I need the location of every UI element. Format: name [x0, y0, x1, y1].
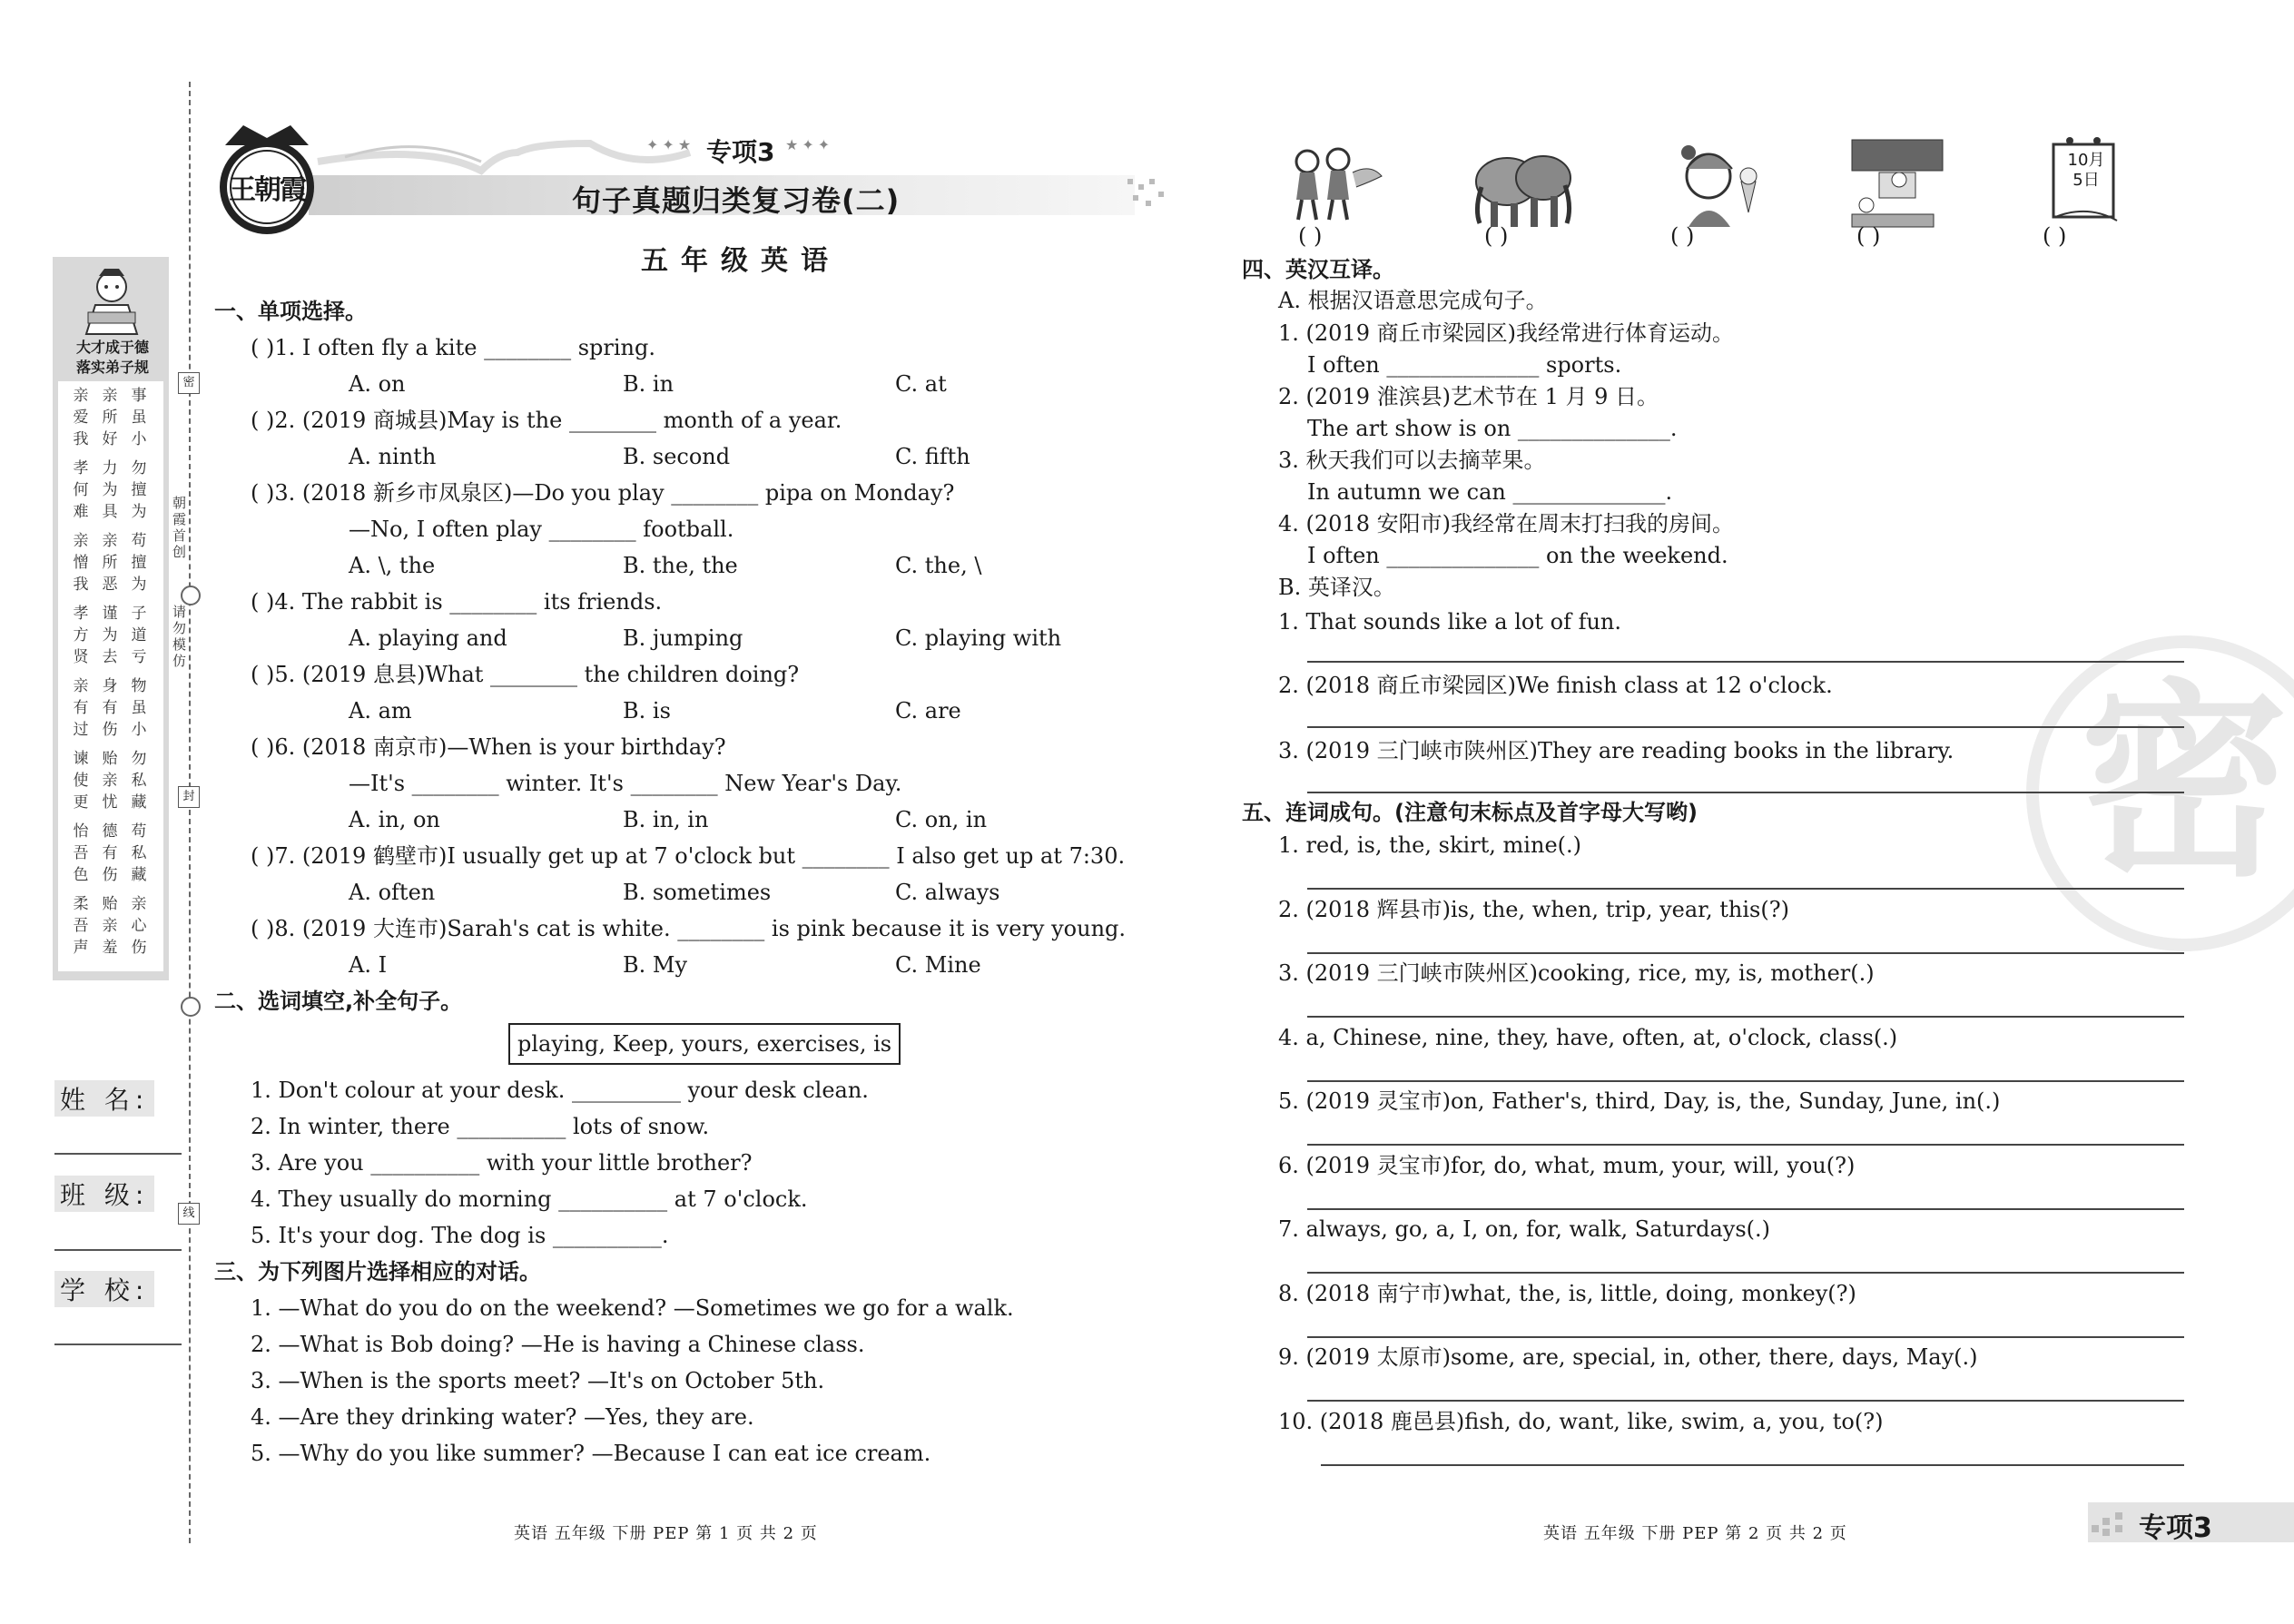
s2-item5: 5. It's your dog. The dog is __________. — [251, 1223, 669, 1248]
page-title: 句子真题归类复习卷(二) — [572, 183, 901, 218]
s5-item: 8. (2018 南宁市)what, the, is, little, doing, monkey(?) — [1278, 1280, 1856, 1306]
s5-answer-line[interactable] — [1307, 1080, 2184, 1082]
pic4-answer-blank[interactable]: ( ) — [1856, 223, 1881, 249]
s1-q6-b[interactable]: B. in, in — [623, 807, 709, 832]
word-bank-box: playing, Keep, yours, exercises, is — [508, 1023, 901, 1065]
vertical-note-2: 请勿模仿 — [172, 604, 187, 669]
s5-answer-line[interactable] — [1307, 1400, 2184, 1402]
motto-column: 事虽小 — [131, 387, 147, 448]
s5-item: 5. (2019 灵宝市)on, Father's, third, Day, is, the, Sunday, June, in(.) — [1278, 1088, 2001, 1114]
s5-answer-line[interactable] — [1307, 1272, 2184, 1274]
motto-column: 勿私藏 — [131, 750, 147, 812]
s1-q3: ( )3. (2018 新乡市凤泉区)—Do you play ________ pipa on Monday? — [251, 480, 955, 506]
motto-column: 贻亲忧 — [102, 750, 118, 812]
s2-item2: 2. In winter, there __________ lots of snow. — [251, 1114, 710, 1139]
classroom-icon — [1843, 136, 1947, 231]
s4a-item3-zh: 3. 秋天我们可以去摘苹果。 — [1278, 448, 1546, 473]
motto-column: 力为具 — [102, 459, 118, 521]
corner-series-label: 专项3 — [2139, 1512, 2212, 1544]
s4b-item1: 1. That sounds like a lot of fun. — [1278, 609, 1622, 635]
s1-q3-b[interactable]: B. the, the — [623, 553, 738, 578]
s2-item4: 4. They usually do morning __________ at 7 o'clock. — [251, 1186, 808, 1212]
footer-page2: 英语 五年级 下册 PEP 第 2 页 共 2 页 — [1543, 1524, 1847, 1543]
name-field[interactable] — [54, 1153, 182, 1155]
section3-heading: 三、为下列图片选择相应的对话。 — [214, 1259, 541, 1284]
s1-q4-a[interactable]: A. playing and — [349, 625, 507, 651]
motto-column: 贻亲羞 — [102, 895, 118, 957]
s3-item5: 5. —Why do you like summer? —Because I can eat ice cream. — [251, 1441, 931, 1466]
s1-q1-a[interactable]: A. on — [349, 371, 406, 397]
s4-partA-heading: A. 根据汉语意思完成句子。 — [1278, 288, 1548, 313]
page-subtitle: 五年级英语 — [641, 245, 841, 277]
series-label: 专项3 — [706, 137, 775, 167]
motto-column: 物虽小 — [131, 677, 147, 739]
calendar-date-text: 10月 5日 — [2067, 151, 2105, 190]
class-field[interactable] — [54, 1249, 182, 1251]
s5-answer-line[interactable] — [1321, 1464, 2184, 1466]
pic2-answer-blank[interactable]: ( ) — [1484, 223, 1509, 249]
kids-walking-icon — [1280, 136, 1384, 231]
s1-q3-c[interactable]: C. the, \ — [895, 553, 982, 578]
motto-column: 勿擅为 — [131, 459, 147, 521]
s1-q6-line2: —It's ________ winter. It's ________ New Year's Day. — [349, 771, 902, 796]
s1-q2-b[interactable]: B. second — [623, 444, 731, 469]
motto-column: 亲所好 — [102, 387, 118, 448]
motto-column: 孝方贤 — [73, 605, 89, 666]
s5-item: 10. (2018 鹿邑县)fish, do, want, like, swim, a, you, to(?) — [1278, 1408, 1884, 1434]
s5-item: 2. (2018 辉县市)is, the, when, trip, year, this(?) — [1278, 896, 1789, 922]
elephants-icon — [1471, 136, 1575, 231]
s4b-item3: 3. (2019 三门峡市陕州区)They are reading books in the library. — [1278, 738, 1954, 763]
pic5-answer-blank[interactable]: ( ) — [2043, 223, 2067, 249]
section2-heading: 二、选词填空,补全句子。 — [214, 989, 463, 1014]
s5-answer-line[interactable] — [1307, 952, 2184, 954]
s4a-item4-en: I often ______________ on the weekend. — [1307, 543, 1728, 568]
s1-q5-c[interactable]: C. are — [895, 698, 961, 723]
section4-heading: 四、英汉互译。 — [1242, 257, 1394, 282]
vertical-note-1: 朝霞首创 — [172, 495, 187, 560]
pic1-answer-blank[interactable]: ( ) — [1298, 223, 1323, 249]
motto-column: 亲爱我 — [73, 387, 89, 448]
s5-answer-line[interactable] — [1307, 1208, 2184, 1210]
stars-left: ✦✦★ — [646, 136, 695, 153]
pic3-answer-blank[interactable]: ( ) — [1670, 223, 1695, 249]
motto-column: 孝何难 — [73, 459, 89, 521]
s5-item: 3. (2019 三门峡市陕州区)cooking, rice, my, is, mother(.) — [1278, 960, 1875, 986]
cut-mark-xian: 线 — [178, 1203, 200, 1225]
motto-column: 德有伤 — [102, 822, 118, 884]
s1-q1-b[interactable]: B. in — [623, 371, 674, 397]
s5-answer-line[interactable] — [1307, 1336, 2184, 1338]
s1-q6-c[interactable]: C. on, in — [895, 807, 988, 832]
motto-column: 亲心伤 — [131, 895, 147, 957]
s1-q1-c[interactable]: C. at — [895, 371, 947, 397]
motto-title-1: 大才成于德 — [75, 339, 149, 356]
s5-answer-line[interactable] — [1307, 1016, 2184, 1018]
s4a-item2-en: The art show is on ______________. — [1307, 416, 1678, 441]
s5-answer-line[interactable] — [1307, 1144, 2184, 1146]
s2-item1: 1. Don't colour at your desk. __________ your desk clean. — [251, 1078, 869, 1103]
s4b-answer-line-2[interactable] — [1307, 726, 2184, 728]
s5-item: 7. always, go, a, I, on, for, walk, Saturdays(.) — [1278, 1216, 1771, 1242]
s4a-item2-zh: 2. (2019 淮滨县)艺术节在 1 月 9 日。 — [1278, 384, 1659, 409]
title-bar-pattern — [1126, 175, 1171, 215]
motto-column: 谏使更 — [73, 750, 89, 812]
motto-column: 亲有过 — [73, 677, 89, 739]
motto-column: 身有伤 — [102, 677, 118, 739]
s4a-item1-en: I often ______________ sports. — [1307, 352, 1622, 378]
s4b-item2: 2. (2018 商丘市梁园区)We finish class at 12 o'clock. — [1278, 673, 1833, 698]
s1-q1: ( )1. I often fly a kite ________ spring. — [251, 335, 655, 360]
watermark-text: 密 — [2079, 663, 2289, 905]
binding-dashed-line — [189, 82, 191, 1543]
class-label: 班 级: — [54, 1176, 154, 1212]
corner-tab-pattern — [2090, 1509, 2135, 1538]
s1-q5: ( )5. (2019 息县)What ________ the children doing? — [251, 662, 800, 687]
motto-column: 苟擅为 — [131, 532, 147, 594]
s1-q7-a[interactable]: A. often — [349, 880, 436, 905]
motto-column: 子道亏 — [131, 605, 147, 666]
s1-q7-b[interactable]: B. sometimes — [623, 880, 772, 905]
motto-column: 亲所恶 — [102, 532, 118, 594]
s2-item3: 3. Are you __________ with your little brother? — [251, 1150, 753, 1176]
binding-hole — [181, 997, 201, 1017]
s1-q2: ( )2. (2019 商城县)May is the ________ month of a year. — [251, 408, 842, 433]
s3-item1: 1. —What do you do on the weekend? —Sometimes we go for a walk. — [251, 1295, 1014, 1321]
s1-q4-c[interactable]: C. playing with — [895, 625, 1062, 651]
s1-q3-a[interactable]: A. \, the — [349, 553, 436, 578]
s4b-answer-line-3[interactable] — [1307, 792, 2184, 793]
motto-title-2: 落实弟子规 — [75, 359, 149, 376]
s3-item4: 4. —Are they drinking water? —Yes, they are. — [251, 1404, 754, 1430]
s1-q7-c[interactable]: C. always — [895, 880, 1000, 905]
s4a-item3-en: In autumn we can ______________. — [1307, 479, 1673, 505]
s5-item: 6. (2019 灵宝市)for, do, what, mum, your, will, you(?) — [1278, 1152, 1856, 1178]
girl-icecream-icon — [1661, 136, 1766, 231]
s1-q8-c[interactable]: C. Mine — [895, 952, 981, 978]
cut-mark-feng: 封 — [178, 786, 200, 808]
s5-answer-line[interactable] — [1307, 888, 2184, 890]
s1-q2-a[interactable]: A. ninth — [349, 444, 437, 469]
s1-q6-a[interactable]: A. in, on — [349, 807, 440, 832]
s1-q3-line2: —No, I often play ________ football. — [349, 517, 734, 542]
s1-q2-c[interactable]: C. fifth — [895, 444, 970, 469]
s1-q5-b[interactable]: B. is — [623, 698, 671, 723]
school-label: 学 校: — [54, 1271, 154, 1307]
s1-q5-a[interactable]: A. am — [349, 698, 412, 723]
motto-column: 怡吾色 — [73, 822, 89, 884]
s1-q8-b[interactable]: B. My — [623, 952, 688, 978]
s4a-item4-zh: 4. (2018 安阳市)我经常在周末打扫我的房间。 — [1278, 511, 1734, 536]
s1-q4: ( )4. The rabbit is ________ its friends. — [251, 589, 663, 615]
s4-partB-heading: B. 英译汉。 — [1278, 575, 1395, 600]
binding-hole — [181, 586, 201, 605]
watermark-seal — [2026, 635, 2294, 951]
section5-heading: 五、连词成句。(注意句末标点及首字母大写哟) — [1242, 800, 1698, 825]
name-label: 姓 名: — [54, 1080, 154, 1117]
s4a-item1-zh: 1. (2019 商丘市梁园区)我经常进行体育运动。 — [1278, 320, 1734, 346]
s5-item: 1. red, is, the, skirt, mine(.) — [1278, 832, 1581, 858]
s1-q6: ( )6. (2018 南京市)—When is your birthday? — [251, 734, 726, 760]
s5-item: 4. a, Chinese, nine, they, have, often, at, o'clock, class(.) — [1278, 1024, 1898, 1050]
s1-q8: ( )8. (2019 大连市)Sarah's cat is white. ________ is pink because it is very young. — [251, 916, 1127, 941]
s3-item3: 3. —When is the sports meet? —It's on October 5th. — [251, 1368, 825, 1393]
school-field[interactable] — [54, 1343, 182, 1345]
scholar-figure-icon — [68, 263, 155, 336]
cut-mark-mi: 密 — [178, 372, 200, 394]
footer-page1: 英语 五年级 下册 PEP 第 1 页 共 2 页 — [514, 1524, 818, 1543]
s1-q4-b[interactable]: B. jumping — [623, 625, 743, 651]
motto-column: 亲憎我 — [73, 532, 89, 594]
motto-column: 柔吾声 — [73, 895, 89, 957]
section1-heading: 一、单项选择。 — [214, 299, 367, 324]
s3-item2: 2. —What is Bob doing? —He is having a Chinese class. — [251, 1332, 865, 1357]
s1-q8-a[interactable]: A. I — [349, 952, 388, 978]
motto-column: 谨为去 — [102, 605, 118, 666]
motto-column: 苟私藏 — [131, 822, 147, 884]
stars-right: ★✦✦ — [785, 136, 834, 153]
s4b-answer-line-1[interactable] — [1307, 661, 2184, 663]
s1-q7: ( )7. (2019 鹤壁市)I usually get up at 7 o'clock but ________ I also get up at 7:30. — [251, 843, 1126, 869]
s5-item: 9. (2019 太原市)some, are, special, in, other, there, days, May(.) — [1278, 1344, 1978, 1370]
brand-logo-text: 王朝霞 — [229, 174, 305, 206]
